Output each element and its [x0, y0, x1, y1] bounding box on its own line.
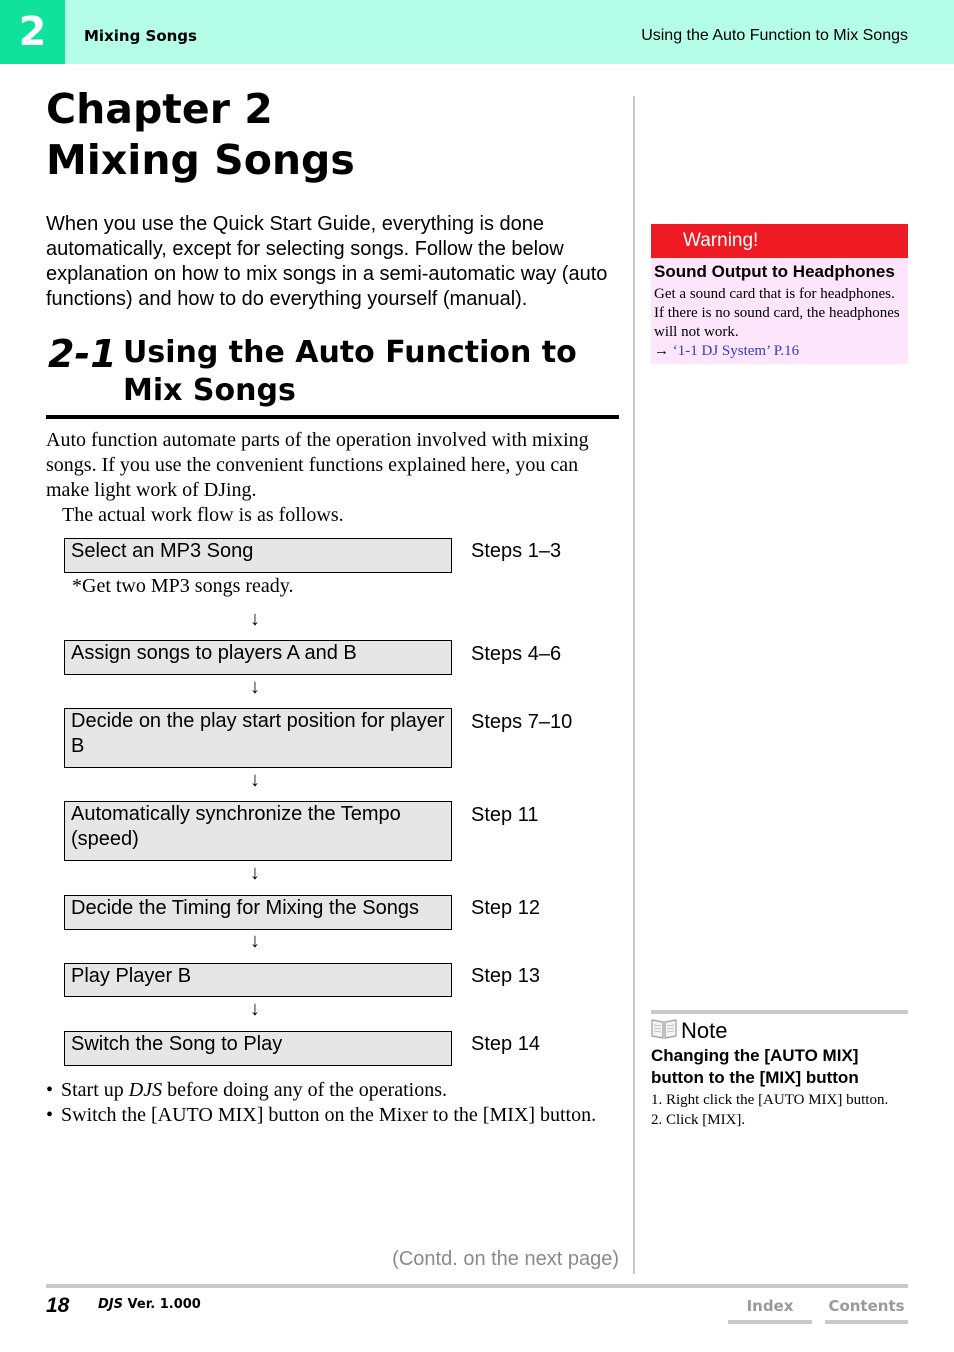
- bullet-item: • Start up DJS before doing any of the operations.: [46, 1079, 448, 1101]
- flow-arrow: ↓: [250, 862, 260, 884]
- chapter-title: [46, 84, 355, 186]
- warning-title: Sound Output to Headphones: [654, 262, 895, 281]
- book-icon: [651, 1017, 677, 1039]
- chapter-intro: When you use the Quick Start Guide, everything is done automatically, except for selecting songs. Follow the below explanation on how to mix songs in a semi-automatic way (auto functions) and how to do everything yourself (manual).: [46, 213, 608, 310]
- flow-footnote: *Get two MP3 songs ready.: [72, 575, 294, 597]
- column-divider: [633, 96, 635, 1274]
- flow-arrow: ↓: [250, 608, 260, 630]
- flow-step-box: Assign songs to players A and B: [64, 640, 452, 675]
- flow-step-ref: Step 13: [471, 965, 540, 987]
- warning-box: [651, 224, 908, 364]
- flow-step-box: Decide on the play start position for player B: [64, 708, 452, 768]
- flow-arrow: ↓: [250, 998, 260, 1020]
- note-line: 2. Click [MIX].: [651, 1112, 746, 1128]
- section-title: Using the Auto Function to Mix Songs: [123, 335, 577, 408]
- flow-arrow: ↓: [250, 676, 260, 698]
- flow-step-box: Select an MP3 Song: [64, 538, 452, 573]
- flow-arrow: ↓: [250, 930, 260, 952]
- footer-rule: [46, 1284, 908, 1288]
- header-chapter-label: Mixing Songs: [84, 27, 197, 45]
- note-box: [651, 1010, 908, 1130]
- note-body: [651, 1089, 908, 1130]
- section-number: 2-1: [48, 332, 117, 376]
- page-number: 18: [46, 1294, 70, 1317]
- flow-step-ref: Steps 1–3: [471, 540, 562, 562]
- bullet-list: [46, 1078, 596, 1128]
- note-header: [651, 1014, 908, 1042]
- note-line: 1. Right click the [AUTO MIX] button.: [651, 1092, 889, 1108]
- flow-step-ref: Steps 4–6: [471, 643, 562, 665]
- flow-step-box: Automatically synchronize the Tempo (speed): [64, 801, 452, 861]
- section-body: Auto function automate parts of the operation involved with mixing songs. If you use the convenient functions explained here, you can make light work of DJing.: [46, 429, 589, 501]
- chapter-title-line1: Chapter 2: [46, 85, 273, 133]
- flow-arrow: ↓: [250, 769, 260, 791]
- flow-step-ref: Step 14: [471, 1033, 540, 1055]
- warning-link[interactable]: ‘1-1 DJ System’ P.16: [672, 343, 800, 359]
- flow-step-box: Switch the Song to Play: [64, 1031, 452, 1066]
- note-title: Changing the [AUTO MIX] button to the [MIX] button: [651, 1046, 859, 1087]
- flow-step-ref: Steps 7–10: [471, 711, 573, 733]
- section-heading: [46, 332, 619, 419]
- flow-step-ref: Step 12: [471, 897, 540, 919]
- flow-intro: The actual work flow is as follows.: [62, 504, 344, 526]
- flow-step-ref: Step 11: [471, 804, 539, 826]
- header-section-label: Using the Auto Function to Mix Songs: [641, 27, 908, 44]
- bullet-item: • Switch the [AUTO MIX] button on the Mixer to the [MIX] button.: [46, 1104, 597, 1126]
- note-label: Note: [681, 1018, 728, 1043]
- chapter-title-line2: Mixing Songs: [46, 136, 355, 184]
- arrow-right-icon: →: [654, 343, 669, 359]
- chapter-tab: 2: [0, 0, 65, 64]
- flow-step-box: Play Player B: [64, 963, 452, 997]
- product-name: DJS: [128, 1079, 163, 1101]
- warning-body: Get a sound card that is for headphones. If there is no sound card, the headphones will not work. → ‘1-1 DJ System’ P.16: [654, 286, 900, 359]
- flow-step-box: Decide the Timing for Mixing the Songs: [64, 895, 452, 930]
- warning-header: Warning!: [651, 224, 908, 258]
- version-label: DJS Ver. 1.000: [98, 1297, 201, 1312]
- continued-note: (Contd. on the next page): [392, 1248, 619, 1270]
- contents-button[interactable]: Contents: [825, 1294, 908, 1324]
- index-button[interactable]: Index: [728, 1294, 812, 1324]
